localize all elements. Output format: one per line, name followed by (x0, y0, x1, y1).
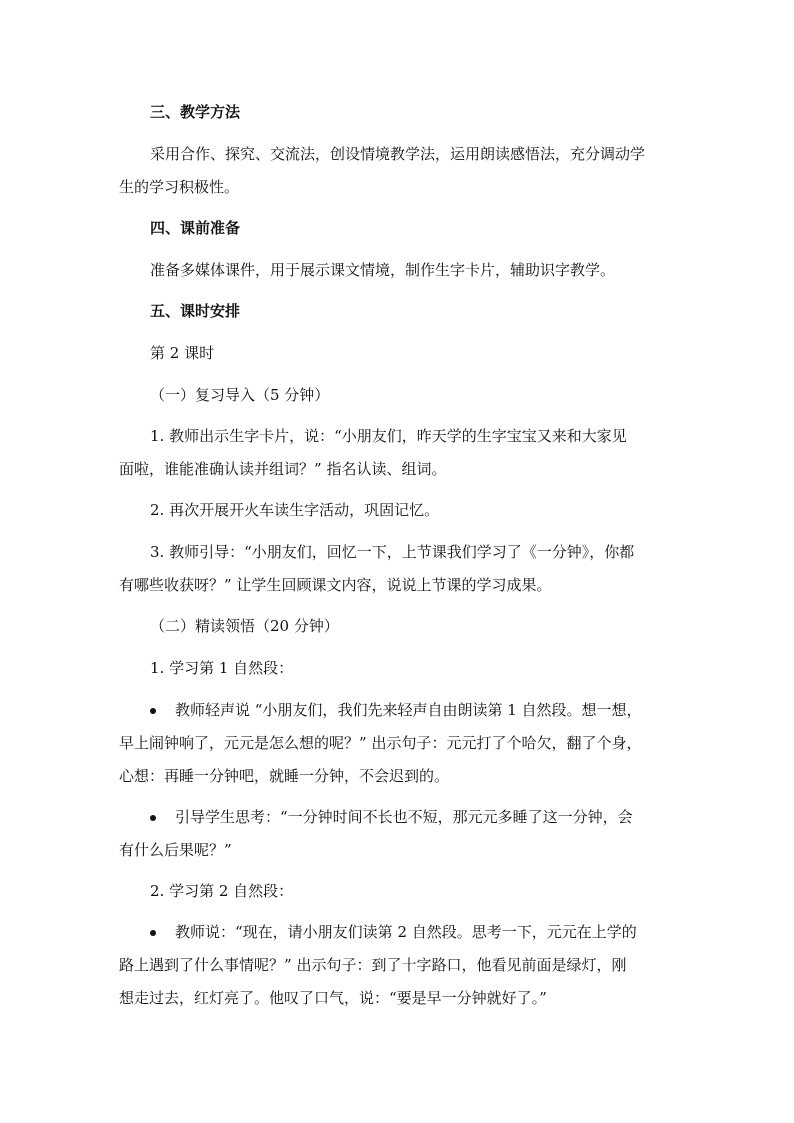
bullet-icon (150, 708, 156, 714)
list-item-line: 2. 再次开展开火车读生字活动，巩固记忆。 (150, 501, 440, 519)
bullet-line: 心想：再睡一分钟吧，就睡一分钟，不会迟到的。 (119, 767, 450, 785)
section-heading-schedule: 五、课时安排 (150, 302, 241, 320)
paragraph-line: 准备多媒体课件，用于展示课文情境，制作生字卡片，辅助识字教学。 (150, 261, 616, 279)
bullet-line: 教师说：“现在，请小朋友们读第 2 自然段。思考一下，元元在上学的 (175, 923, 637, 941)
bullet-icon (150, 930, 156, 936)
bullet-line: 路上遇到了什么事情呢？” 出示句子：到了十字路口，他看见前面是绿灯，刚 (119, 956, 627, 974)
bullet-line: 早上闹钟响了，元元是怎么想的呢？” 出示句子：元元打了个哈欠，翻了个身， (119, 734, 642, 752)
section-heading-teaching-method: 三、教学方法 (150, 103, 241, 121)
lesson-label: 第 2 课时 (150, 344, 215, 362)
list-item-line: 3. 教师引导：“小朋友们，回忆一下，上节课我们学习了《一分钟》，你都 (150, 543, 635, 561)
list-item-line: 1. 学习第 1 自然段： (150, 659, 294, 677)
section-heading-preparation: 四、课前准备 (150, 219, 241, 237)
list-item-line: 面啦，谁能准确认读并组词？” 指名认读、组词。 (119, 460, 447, 478)
list-item-line: 1. 教师出示生字卡片，说：“小朋友们，昨天学的生字宝宝又来和大家见 (150, 427, 627, 445)
bullet-icon (150, 815, 156, 821)
list-item-line: 有哪些收获呀？” 让学生回顾课文内容，说说上节课的学习成果。 (119, 576, 552, 594)
bullet-line: 教师轻声说 “小朋友们，我们先来轻声自由朗读第 1 自然段。想一想， (175, 701, 642, 719)
list-item-line: 2. 学习第 2 自然段： (150, 882, 294, 900)
paragraph-line: 采用合作、探究、交流法，创设情境教学法，运用朗读感悟法，充分调动学 (150, 145, 646, 163)
bullet-line: 引导学生思考：“一分钟时间不长也不短，那元元多睡了这一分钟，会 (175, 808, 633, 826)
paragraph-line: 生的学习积极性。 (119, 178, 240, 196)
subsection-title-close-reading: （二）精读领悟（20 分钟） (150, 617, 339, 635)
subsection-title-review: （一）复习导入（5 分钟） (150, 386, 330, 404)
bullet-line: 有什么后果呢？” (119, 841, 232, 859)
bullet-line: 想走过去，红灯亮了。他叹了口气，说：“要是早一分钟就好了。” (119, 989, 547, 1007)
